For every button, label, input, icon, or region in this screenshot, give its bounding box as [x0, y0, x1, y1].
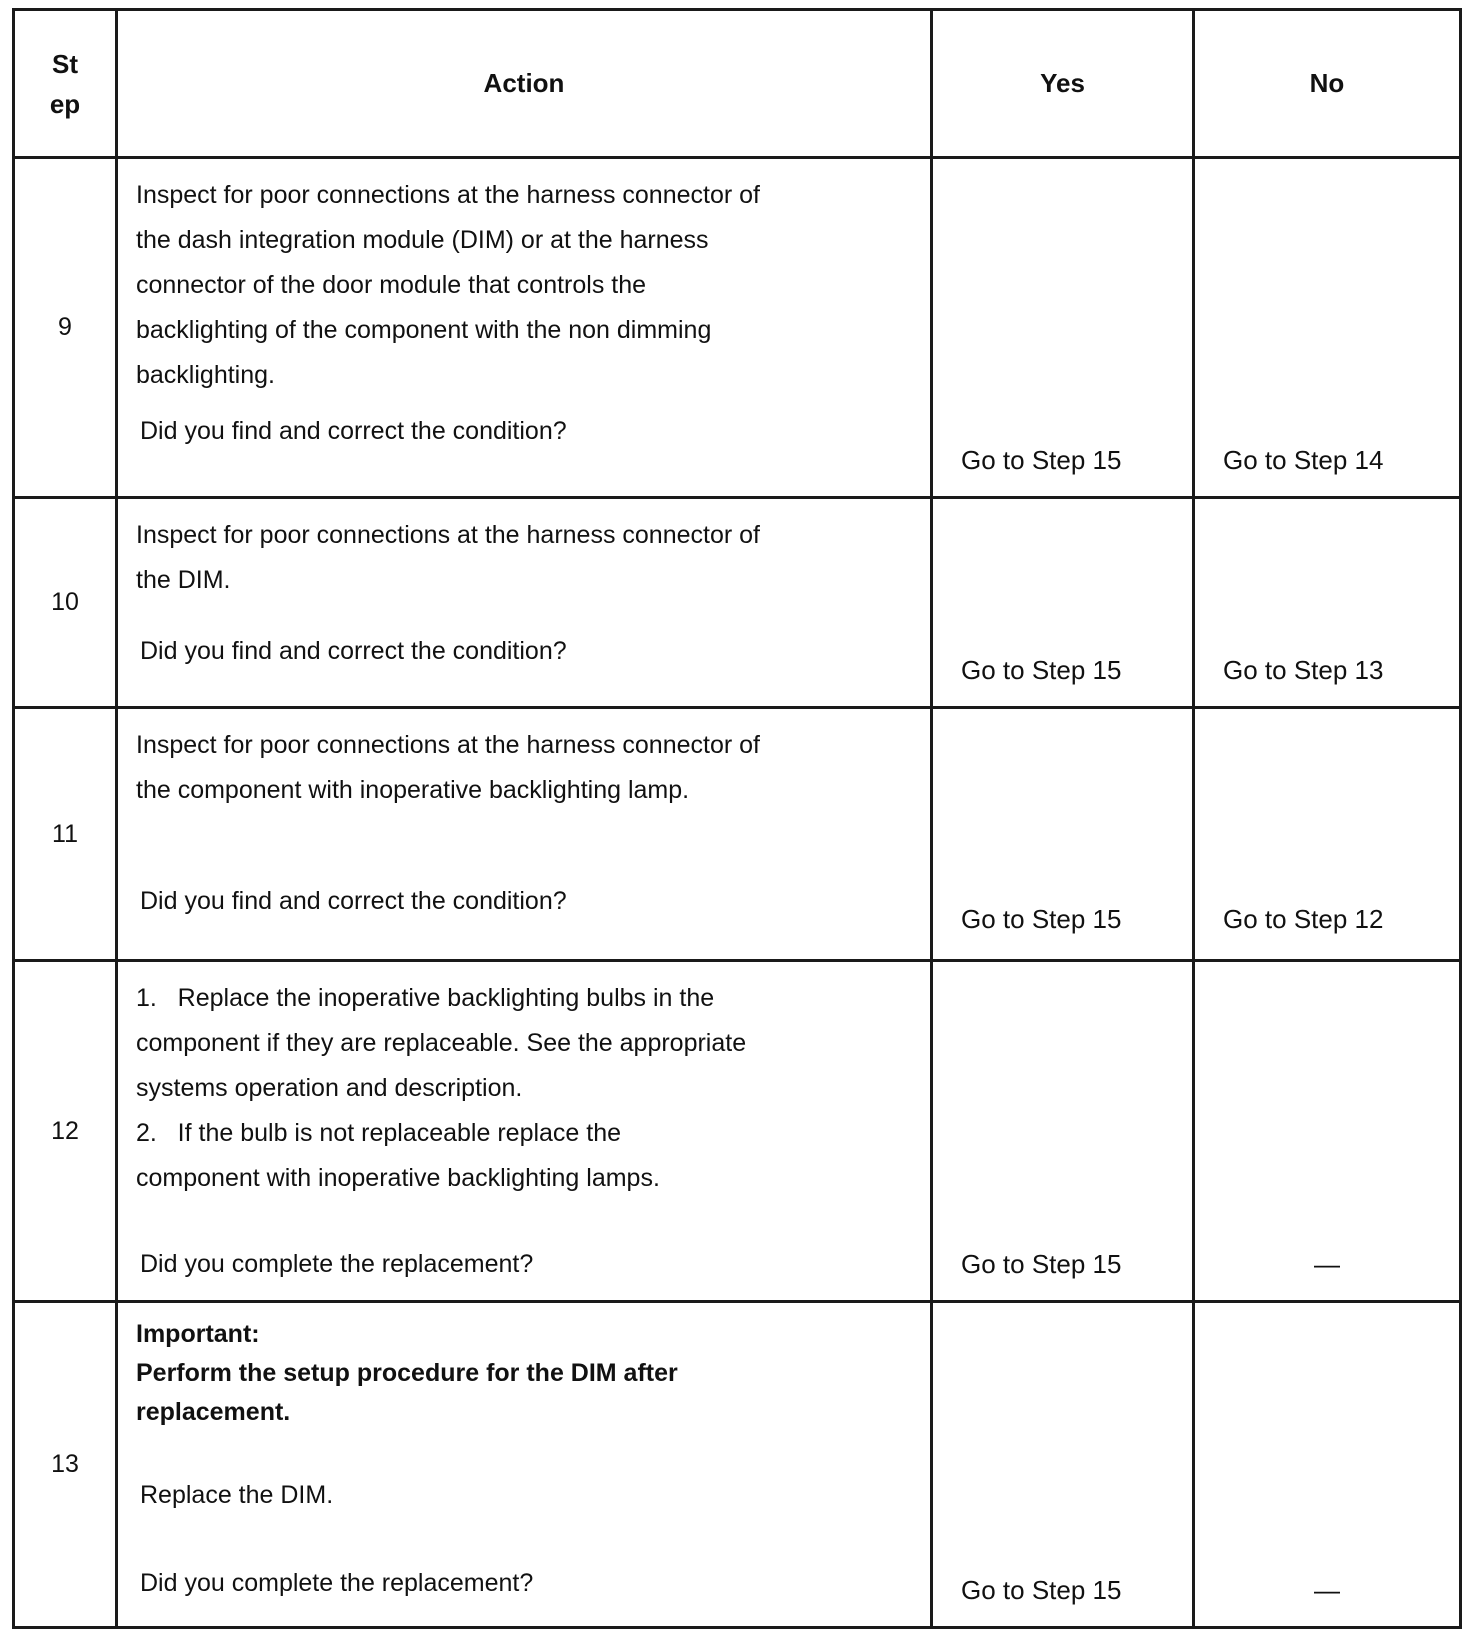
action-question: Did you complete the replacement? — [140, 1250, 534, 1278]
yes-cell: Go to Step 15 — [932, 1302, 1194, 1628]
step-number: 10 — [14, 498, 117, 708]
yes-cell: Go to Step 15 — [932, 158, 1194, 498]
no-cell: Go to Step 12 — [1194, 708, 1461, 961]
step-number: 9 — [14, 158, 117, 498]
action-line: Inspect for poor connections at the harness connector of — [136, 521, 760, 549]
table-row — [14, 708, 1461, 961]
action-question: Did you find and correct the condition? — [140, 637, 567, 665]
step-number: 13 — [14, 1302, 117, 1628]
yes-cell: Go to Step 15 — [932, 708, 1194, 961]
header-no: No — [1194, 10, 1461, 158]
action-line: Inspect for poor connections at the harness connector of — [136, 181, 760, 209]
table-row — [14, 1302, 1461, 1628]
action-cell — [117, 158, 932, 498]
important-line: replacement. — [136, 1398, 291, 1426]
yes-cell: Go to Step 15 — [932, 961, 1194, 1302]
no-cell: — — [1194, 961, 1461, 1302]
no-cell: Go to Step 14 — [1194, 158, 1461, 498]
header-yes: Yes — [932, 10, 1194, 158]
table-row — [14, 158, 1461, 498]
action-cell — [117, 498, 932, 708]
action-line: the DIM. — [136, 566, 231, 594]
header-step: St ep — [14, 10, 117, 158]
action-line: 2. If the bulb is not replaceable replace the — [136, 1119, 622, 1147]
step-number: 12 — [14, 961, 117, 1302]
table-row — [14, 498, 1461, 708]
action-instruction: Replace the DIM. — [140, 1481, 334, 1509]
action-line: component with inoperative backlighting lamps. — [136, 1164, 660, 1192]
no-cell: — — [1194, 1302, 1461, 1628]
action-line: systems operation and description. — [136, 1074, 523, 1102]
action-line: component if they are replaceable. See the appropriate — [136, 1029, 747, 1057]
action-cell — [117, 1302, 932, 1628]
important-line: Perform the setup procedure for the DIM after — [136, 1359, 678, 1387]
table-row — [14, 961, 1461, 1302]
action-cell — [117, 961, 932, 1302]
action-question: Did you complete the replacement? — [140, 1569, 534, 1597]
action-line: 1. Replace the inoperative backlighting bulbs in the — [136, 984, 715, 1012]
action-question: Did you find and correct the condition? — [140, 417, 567, 445]
action-line: the dash integration module (DIM) or at the harness — [136, 226, 709, 254]
action-line: the component with inoperative backlighting lamp. — [136, 776, 690, 804]
action-line: Inspect for poor connections at the harness connector of — [136, 731, 760, 759]
important-label: Important: — [136, 1320, 260, 1348]
yes-cell: Go to Step 15 — [932, 498, 1194, 708]
header-action: Action — [117, 10, 932, 158]
step-number: 11 — [14, 708, 117, 961]
header-row — [14, 10, 1461, 158]
no-cell: Go to Step 13 — [1194, 498, 1461, 708]
diagnostic-table — [12, 8, 1462, 1629]
action-question: Did you find and correct the condition? — [140, 887, 567, 915]
action-line: backlighting of the component with the non dimming — [136, 316, 712, 344]
action-line: backlighting. — [136, 361, 275, 389]
action-cell — [117, 708, 932, 961]
action-line: connector of the door module that controls the — [136, 271, 647, 299]
